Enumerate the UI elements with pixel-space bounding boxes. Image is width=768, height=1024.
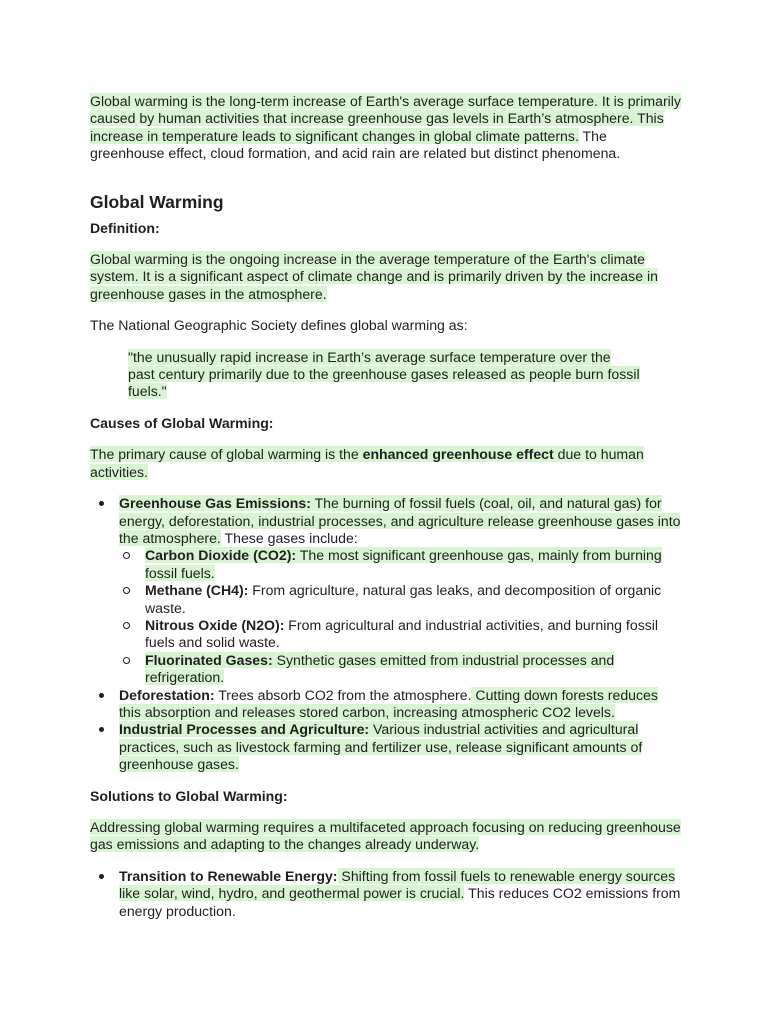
industrial-title: Industrial Processes and Agriculture: [119,721,370,738]
causes-intro-post: due to human activities. [90,446,644,480]
intro-sentence-2: It is primarily caused by human activities that increase greenhouse gas levels in Earth’s atmosphere. [90,93,681,127]
gas-name: Carbon Dioxide (CO2): [145,547,297,564]
causes-intro-bold: enhanced greenhouse effect [362,446,554,463]
renewable-title: Transition to Renewable Energy: [119,867,338,884]
list-item-ghg [90,495,682,686]
intro-sentence-1: Global warming is the long-term increase of Earth's average surface temperature. [90,93,598,109]
gas-item-fluorinated [119,652,682,687]
deforestation-text-2: Cutting down forests reduces this absorption and releases stored carbon, increasing atmospheric CO2 levels. [119,686,658,720]
gas-desc: Synthetic gases emitted from industrial processes and refrigeration. [145,651,615,686]
definition-label: Definition: [90,219,160,236]
causes-intro-highlight [90,446,644,479]
causes-intro [90,446,682,481]
section-title: Global Warming [90,191,224,212]
list-item-industrial [90,721,682,773]
gas-name: Nitrous Oxide (N2O): [145,616,285,633]
causes-label: Causes of Global Warming: [90,414,274,431]
gas-name: Methane (CH4): [145,582,249,599]
definition-highlight: Global warming is the ongoing increase in the average temperature of the Earth's climate system. It is a significant aspect of climate change and is primarily driven by the increase in greenhouse gases in the atmosphere. [90,251,658,302]
gases-list [119,547,682,686]
causes-intro-pre: The primary cause of global warming is the [90,446,363,463]
solutions-label: Solutions to Global Warming: [90,787,288,804]
gas-desc: From agricultural and industrial activities, and burning fossil fuels and solid waste. [145,616,659,651]
intro-paragraph [90,93,682,163]
list-item-renewable [90,868,682,920]
gas-item-n2o [119,617,682,652]
list-item-deforestation [90,687,682,722]
definition-text [90,251,682,303]
document-page [90,93,682,934]
gas-item-ch4 [119,582,682,617]
ghg-text-2: These gases include: [220,529,358,546]
ngs-quote [128,349,640,401]
ngs-intro: The National Geographic Society defines global warming as: [90,317,468,334]
intro-sentence-4: The greenhouse effect, cloud formation, and acid rain are related but distinct phenomena. [90,127,621,162]
gas-desc: From agriculture, natural gas leaks, and decomposition of organic waste. [145,582,662,616]
deforestation-text: Trees absorb CO2 from the atmosphere. [214,686,472,703]
causes-list [90,495,682,774]
ghg-title: Greenhouse Gas Emissions: [119,495,311,512]
industrial-text: Various industrial activities and agricultural practices, such as livestock farming and fertilizer use, release significant amounts of greenhouse gases. [119,721,643,773]
renewable-text: Shifting from fossil fuels to renewable energy sources like solar, wind, hydro, and geothermal power is crucial. [119,867,676,902]
gas-co2-highlight [145,547,662,580]
gas-desc: The most significant greenhouse gas, mainly from burning fossil fuels. [145,547,662,581]
intro-sentence-3: This increase in temperature leads to significant changes in global climate patterns. [90,110,664,144]
gas-item-co2 [119,547,682,582]
ngs-quote-text: "the unusually rapid increase in Earth’s average surface temperature over the past century primarily due to the greenhouse gases released as people burn fossil fuels." [128,348,640,400]
deforestation-title: Deforestation: [119,686,215,703]
renewable-text-2: This reduces CO2 emissions from energy production. [119,885,681,919]
solutions-intro [90,819,682,854]
gas-name: Fluorinated Gases: [145,651,273,668]
industrial-highlight [119,721,642,772]
ghg-highlight [119,495,680,546]
solutions-list [90,868,682,920]
gas-fluorinated-highlight [145,652,614,685]
ghg-text: The burning of fossil fuels (coal, oil, and natural gas) for energy, deforestation, industrial processes, and agriculture release greenhouse gases into the atmosphere. [119,495,681,546]
solutions-intro-highlight: Addressing global warming requires a multifaceted approach focusing on reducing greenhouse gas emissions and adapting to the changes already underway. [90,819,681,853]
